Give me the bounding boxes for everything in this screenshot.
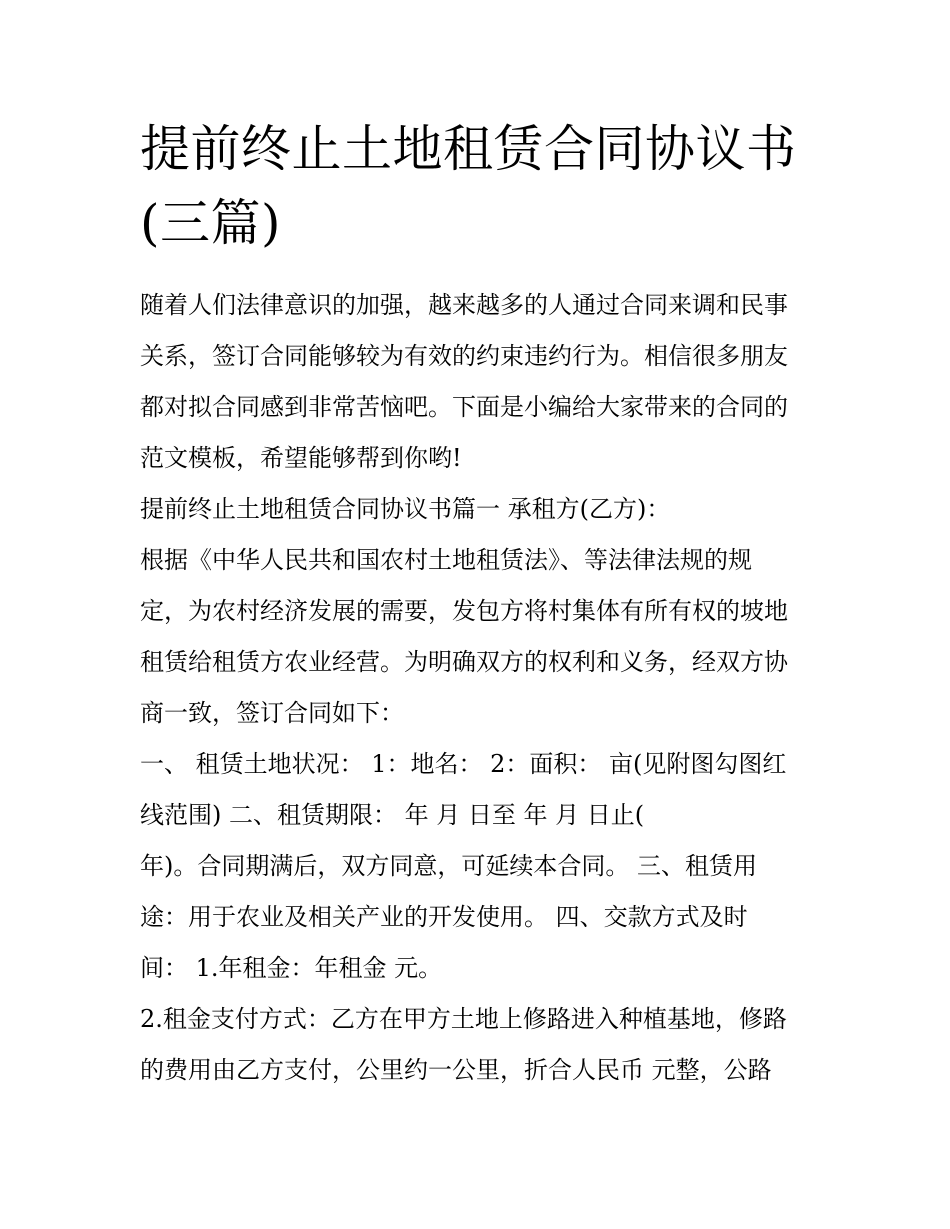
body-line-4: 范文模板，希望能够帮到你哟! [140, 444, 462, 472]
document-title [140, 112, 820, 260]
body-line-12: 年)。合同期满后，双方同意，可延续本合同。 三、租赁用 [140, 852, 757, 880]
body-line-15: 2.租金支付方式：乙方在甲方土地上修路进入种植基地，修路 [140, 1005, 787, 1033]
body-line-10: 一、 租赁土地状况： 1：地名： 2：面积： 亩(见附图勾图红 [140, 750, 787, 778]
body-line-3: 都对拟合同感到非常苦恼吧。下面是小编给大家带来的合同的 [140, 393, 788, 421]
body-line-8: 租赁给租赁方农业经营。为明确双方的权利和义务，经双方协 [140, 648, 788, 676]
body-line-13: 途：用于农业及相关产业的开发使用。 四、交款方式及时 [140, 903, 748, 931]
body-line-14: 间： 1.年租金：年租金 元。 [140, 954, 443, 982]
body-line-2: 关系，签订合同能够较为有效的约束违约行为。相信很多朋友 [140, 342, 788, 370]
body-line-11: 线范围) 二、租赁期限： 年 月 日至 年 月 日止( [140, 801, 645, 829]
title-line-1: 提前终止土地租赁合同协议书 [140, 120, 797, 178]
document-body [140, 280, 820, 1096]
body-line-6: 根据《中华人民共和国农村土地租赁法》、等法律法规的规 [140, 546, 752, 574]
title-line-2: (三篇) [140, 194, 282, 252]
body-line-7: 定，为农村经济发展的需要，发包方将村集体有所有权的坡地 [140, 597, 788, 625]
section-heading-1: 提前终止土地租赁合同协议书篇一 承租方(乙方)： [140, 495, 671, 523]
body-line-1: 随着人们法律意识的加强，越来越多的人通过合同来调和民事 [140, 291, 788, 319]
body-line-16: 的费用由乙方支付，公里约一公里，折合人民币 元整，公路 [140, 1056, 772, 1084]
body-line-9: 商一致，签订合同如下： [140, 699, 404, 727]
